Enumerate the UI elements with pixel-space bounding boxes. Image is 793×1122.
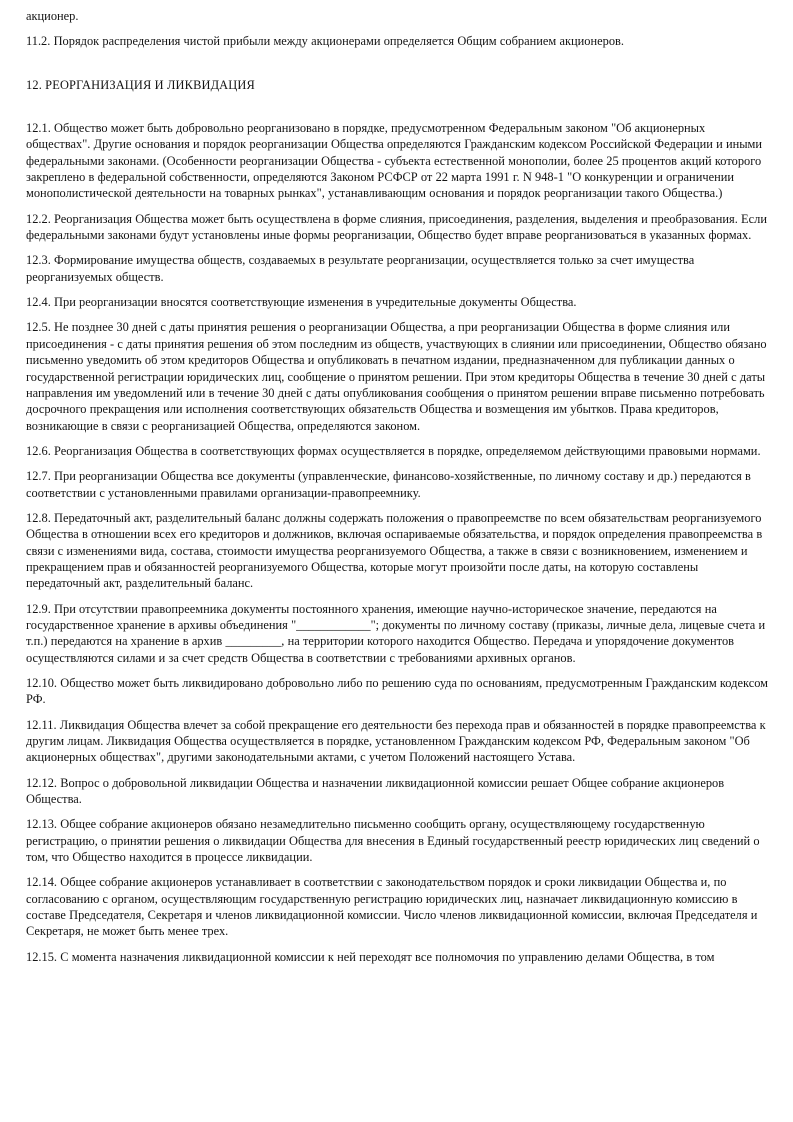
paragraph-12-12: 12.12. Вопрос о добровольной ликвидации Общества и назначении ликвидационной комиссии решает Общее собрание акционеров Общества. [26,775,725,807]
paragraph-12-4: 12.4. При реорганизации вносятся соответствующие изменения в учредительные документы Общества. [26,295,577,310]
paragraph-12-13: 12.13. Общее собрание акционеров обязано незамедлительно письменно сообщить органу, осуществляющему государственную регистрацию, о принятии решения о ликвидации Общества для внесения в Единый государственный реестр юридических лиц сведений о том, что Общество находится в процессе ликвидации. [26,817,760,865]
paragraph-12-5: 12.5. Не позднее 30 дней с даты принятия решения о реорганизации Общества, а при реорганизации Общества в форме слияния или присоединения - с даты принятия решения об этом последним из обществ, участвующих в слиянии или присоединении, Общество обязано письменно уведомить об этом кредиторов Общества и опубликовать в печатном издании, предназначенном для публикации данных о государственной регистрации юридических лиц, сообщение о принятом решении. При этом кредиторы Общества в течение 30 дней с даты направления им уведомлений или в течение 30 дней с даты опубликования сообщения о принятом решении вправе письменно потребовать досрочного прекращения или исполнения соответствующих обязательств Общества и возмещения им убытков. Права кредиторов, возникающие в связи с реорганизацией Общества, определяются законом. [26,320,767,433]
paragraph-12-9: 12.9. При отсутствии правопреемника документы постоянного хранения, имеющие научно-историческое значение, передаются на государственное хранение в архивы объединения "____________"; документы по личному составу (приказы, личные дела, лицевые счета и т.п.) передаются на хранение в архив _________, на территории которого находится Общество. Передача и упорядочение документов осуществляются силами и за счет средств Общества в соответствии с требованиями архивных органов. [26,601,766,665]
paragraph-12-2: 12.2. Реорганизация Общества может быть осуществлена в форме слияния, присоединения, разделения, выделения и преобразования. Если федеральными законами будут установлены иные формы реорганизации, Общество будет вправе реорганизоваться в указанных формах. [26,211,767,243]
document-body [26,8,770,965]
paragraph-12-15: 12.15. С момента назначения ликвидационной комиссии к ней переходят все полномочия по управлению делами Общества, в том [26,949,715,964]
paragraph-12-10: 12.10. Общество может быть ликвидировано добровольно либо по решению суда по основаниям, предусмотренным Гражданским кодексом РФ. [26,676,769,707]
paragraph-12-6: 12.6. Реорганизация Общества в соответствующих формах осуществляется в порядке, определяемом действующими правовыми нормами. [26,443,761,458]
heading-spacer-top [26,59,770,77]
paragraph-12-7: 12.7. При реорганизации Общества все документы (управленческие, финансово-хозяйственные, по личному составу и др.) передаются в соответствии с установленными правилами организации-правопреемнику. [26,469,751,500]
paragraph-acquirer-tail: акционер. [26,9,79,23]
paragraph-12-1: 12.1. Общество может быть добровольно реорганизовано в порядке, предусмотренном Федеральным законом "Об акционерных обществах". Другие основания и порядок реорганизации Общества определяются Гражданским кодексом Российской Федерации и иными федеральными законами. (Особенности реорганизации Общества - субъекта естественной монополии, более 25 процентов акций которого закреплено в федеральной собственности, определяются Законом РСФСР от 22 марта 1991 г. N 948-1 "О конкуренции и ограничении монополистической деятельности на товарных рынках", устанавливающим основания и порядок реорганизации такого Общества.) [26,121,763,201]
paragraph-12-8: 12.8. Передаточный акт, разделительный баланс должны содержать положения о правопреемстве по всем обязательствам реорганизуемого Общества в отношении всех его кредиторов и должников, включая оспариваемые обязательства, и порядок определения правопреемства в связи с изменениями вида, состава, стоимости имущества реорганизуемого Общества, а также в связи с возникновением, изменением и прекращением прав и обязанностей реорганизуемого Общества, которые могут произойти после даты, на которую составлены передаточный акт, разделительный баланс. [26,510,763,591]
paragraph-12-3: 12.3. Формирование имущества обществ, создаваемых в результате реорганизации, осуществляется только за счет имущества реорганизуемых обществ. [26,253,695,284]
paragraph-11-2: 11.2. Порядок распределения чистой прибыли между акционерами определяется Общим собранием акционеров. [26,34,624,49]
section-heading-12: 12. РЕОРГАНИЗАЦИЯ И ЛИКВИДАЦИЯ [26,77,255,92]
paragraph-12-14: 12.14. Общее собрание акционеров устанавливает в соответствии с законодательством порядок и сроки ликвидации Общества и, по согласованию с органом, осуществляющим государственную регистрацию юридических лиц, назначает ликвидационную комиссию в составе Председателя, Секретаря и членов ликвидационной комиссии. Число членов ликвидационной комиссии, включая Председателя и Секретаря, не может быть менее трех. [26,875,758,939]
heading-spacer-bottom [26,102,770,120]
paragraph-12-11: 12.11. Ликвидация Общества влечет за собой прекращение его деятельности без перехода прав и обязанностей в порядке правопреемства к другим лицам. Ликвидация Общества осуществляется в порядке, установленном Гражданским кодексом РФ, Федеральным законом "Об акционерных обществах", другими законодательными актами, с учетом Положений настоящего Устава. [26,717,766,765]
